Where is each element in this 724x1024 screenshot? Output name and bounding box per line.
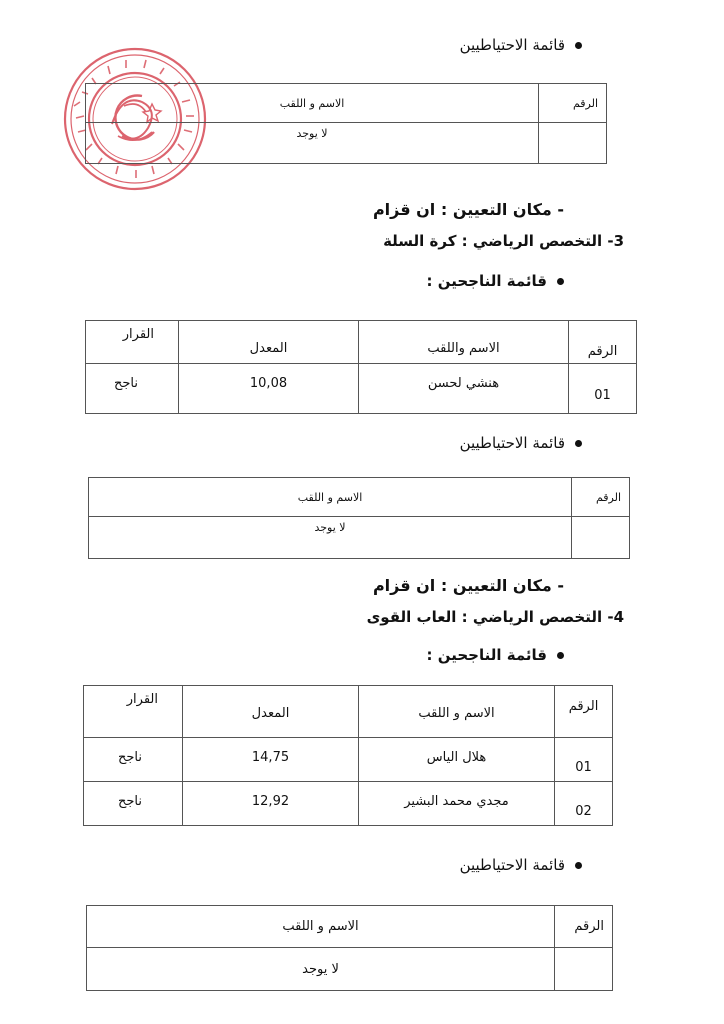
row-name: مجدي محمد البشير <box>359 782 555 826</box>
header-decision: القرار <box>86 321 179 364</box>
bullet-icon <box>575 42 582 49</box>
header-avg: المعدل <box>183 686 359 738</box>
empty-value: لا يوجد <box>86 123 539 164</box>
row-decision: ناجح <box>84 738 183 782</box>
bullet-icon <box>557 652 564 659</box>
row-decision: ناجح <box>84 782 183 826</box>
winners-title: قائمة الناجحين : <box>426 272 547 290</box>
reserves-table-3 <box>86 905 613 991</box>
reserves-table-1 <box>85 83 607 164</box>
assignment-place-3: - مكان التعيين : ان قزام <box>372 576 564 595</box>
row-avg: 10,08 <box>179 364 359 414</box>
reserves-table-2 <box>88 477 630 559</box>
header-num: الرقم <box>555 686 613 738</box>
specialty-3: 4- التخصص الرياضي : العاب القوى <box>366 608 624 626</box>
header-name: الاسم و اللقب <box>87 906 555 948</box>
winners-title: قائمة الناجحين : <box>426 646 547 664</box>
winners-heading-2 <box>427 272 564 290</box>
header-name: الاسم و اللقب <box>89 478 572 517</box>
row-decision: ناجح <box>86 364 179 414</box>
header-name: الاسم واللقب <box>359 321 569 364</box>
empty-cell <box>555 948 613 991</box>
empty-cell <box>539 123 607 164</box>
reserves-heading-3 <box>460 856 582 874</box>
row-avg: 12,92 <box>183 782 359 826</box>
specialty-2: 3- التخصص الرياضي : كرة السلة <box>383 232 624 250</box>
table-row <box>86 364 637 414</box>
empty-value: لا يوجد <box>89 517 572 559</box>
header-avg: المعدل <box>179 321 359 364</box>
header-num: الرقم <box>555 906 613 948</box>
bullet-icon <box>575 440 582 447</box>
table-row <box>84 738 613 782</box>
header-name: الاسم و اللقب <box>359 686 555 738</box>
reserves-heading-2 <box>460 434 582 452</box>
header-num: الرقم <box>572 478 630 517</box>
winners-table-3 <box>83 685 613 826</box>
reserves-title: قائمة الاحتياطيين <box>459 856 565 874</box>
bullet-icon <box>575 862 582 869</box>
row-num: 02 <box>555 782 613 826</box>
empty-value: لا يوجد <box>87 948 555 991</box>
reserves-title: قائمة الاحتياطيين <box>459 36 565 54</box>
row-name: هلال الياس <box>359 738 555 782</box>
header-decision: القرار <box>84 686 183 738</box>
header-num: الرقم <box>539 84 607 123</box>
row-name: هنشي لحسن <box>359 364 569 414</box>
row-num: 01 <box>569 364 637 414</box>
row-num: 01 <box>555 738 613 782</box>
header-num: الرقم <box>569 321 637 364</box>
assignment-place-2: - مكان التعيين : ان قزام <box>372 200 564 219</box>
winners-heading-3 <box>427 646 564 664</box>
empty-cell <box>572 517 630 559</box>
row-avg: 14,75 <box>183 738 359 782</box>
reserves-heading-1 <box>460 36 582 54</box>
winners-table-2 <box>85 320 637 414</box>
reserves-title: قائمة الاحتياطيين <box>459 434 565 452</box>
bullet-icon <box>557 278 564 285</box>
header-name: الاسم و اللقب <box>86 84 539 123</box>
table-row <box>84 782 613 826</box>
